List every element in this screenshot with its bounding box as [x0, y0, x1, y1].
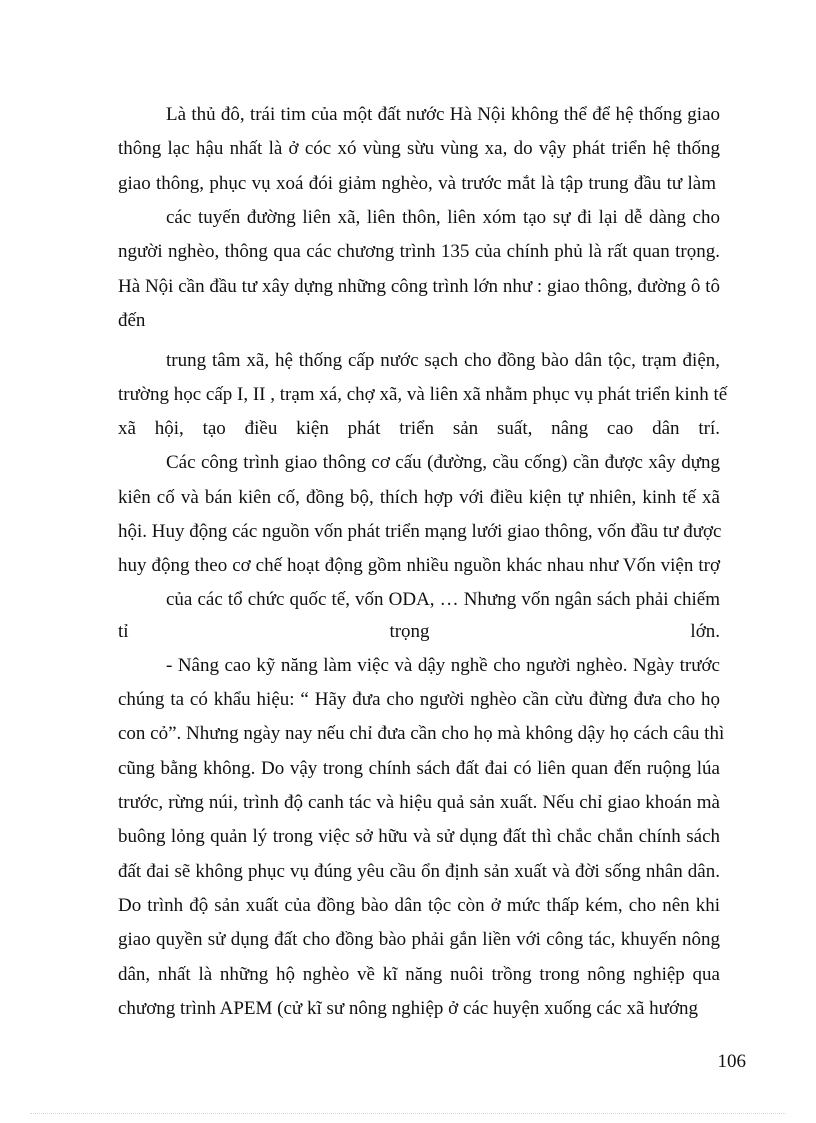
spread-word: tỉ: [118, 621, 129, 642]
text-line: cũng bằng không. Do vậy trong chính sách đất đai có liên quan đến ruộng lúa: [118, 758, 720, 779]
text-line: buông lỏng quản lý trong việc sở hữu và sử dụng đất thì chắc chắn chính sách: [118, 826, 720, 847]
text-line: dân, nhất là những hộ nghèo về kĩ năng nuôi trồng trong nông nghiệp qua: [118, 964, 720, 985]
text-line: trước, rừng núi, trình độ canh tác và hiệu quả sản xuất. Nếu chỉ giao khoán mà: [118, 792, 720, 813]
text-line: giao thông, phục vụ xoá đói giảm nghèo, và trước mắt là tập trung đầu tư làm: [118, 173, 716, 194]
text-line: Các công trình giao thông cơ cấu (đường, cầu cống) cần được xây dựng: [166, 452, 720, 473]
text-line: hội. Huy động các nguồn vốn phát triển mạng lưới giao thông, vốn đầu tư được: [118, 521, 722, 542]
text-line: huy động theo cơ chế hoạt động gồm nhiều nguồn khác nhau như Vốn viện trợ: [118, 555, 720, 576]
text-line: xã hội, tạo điều kiện phát triển sản suất, nâng cao dân trí.: [118, 418, 720, 439]
spread-word: trọng: [389, 621, 430, 642]
text-line: người nghèo, thông qua các chương trình 135 của chính phủ là rất quan trọng.: [118, 241, 720, 262]
text-line: của các tổ chức quốc tế, vốn ODA, … Nhưng vốn ngân sách phải chiếm: [166, 589, 720, 610]
text-line: các tuyến đường liên xã, liên thôn, liên xóm tạo sự đi lại dễ dàng cho: [166, 207, 720, 228]
text-line: giao quyền sử dụng đất cho đồng bào phải gắn liền với công tác, khuyến nông: [118, 929, 720, 950]
text-line: chương trình APEM (cử kĩ sư nông nghiệp ở các huyện xuống các xã hướng: [118, 998, 699, 1019]
text-line: thông lạc hậu nhất là ở cóc xó vùng sừu vùng xa, do vậy phát triển hệ thống: [118, 138, 720, 159]
text-line: trường học cấp I, II , trạm xá, chợ xã, và liên xã nhằm phục vụ phát triển kinh tế: [118, 384, 728, 405]
text-line: chúng ta có khẩu hiệu: “ Hãy đưa cho người nghèo cần cừu đừng đưa cho họ: [118, 689, 720, 710]
text-line: Do trình độ sản xuất của đồng bào dân tộc còn ở mức thấp kém, cho nên khi: [118, 895, 720, 916]
page-number: 106: [717, 1051, 746, 1072]
text-line: đến: [118, 310, 146, 331]
text-line: Là thủ đô, trái tim của một đất nước Hà Nội không thể để hệ thống giao: [166, 104, 720, 125]
text-line: trung tâm xã, hệ thống cấp nước sạch cho đồng bào dân tộc, trạm điện,: [166, 350, 720, 371]
text-line: con cỏ”. Nhưng ngày nay nếu chỉ đưa cần cho họ mà không dậy họ cách câu thì: [118, 723, 725, 744]
spread-word: lớn.: [690, 621, 720, 642]
text-line: đất đai sẽ không phục vụ đúng yêu cầu ổn định sản xuất và đời sống nhân dân.: [118, 861, 720, 882]
spread-line: [118, 620, 720, 644]
text-line: kiên cố và bán kiên cố, đồng bộ, thích hợp với điều kiện tự nhiên, kinh tế xã: [118, 487, 720, 508]
text-line: Hà Nội cần đầu tư xây dựng những công trình lớn như : giao thông, đường ô tô: [118, 276, 720, 297]
page-bottom-rule: [30, 1113, 786, 1114]
text-line: - Nâng cao kỹ năng làm việc và dậy nghề cho người nghèo. Ngày trước: [166, 655, 720, 676]
